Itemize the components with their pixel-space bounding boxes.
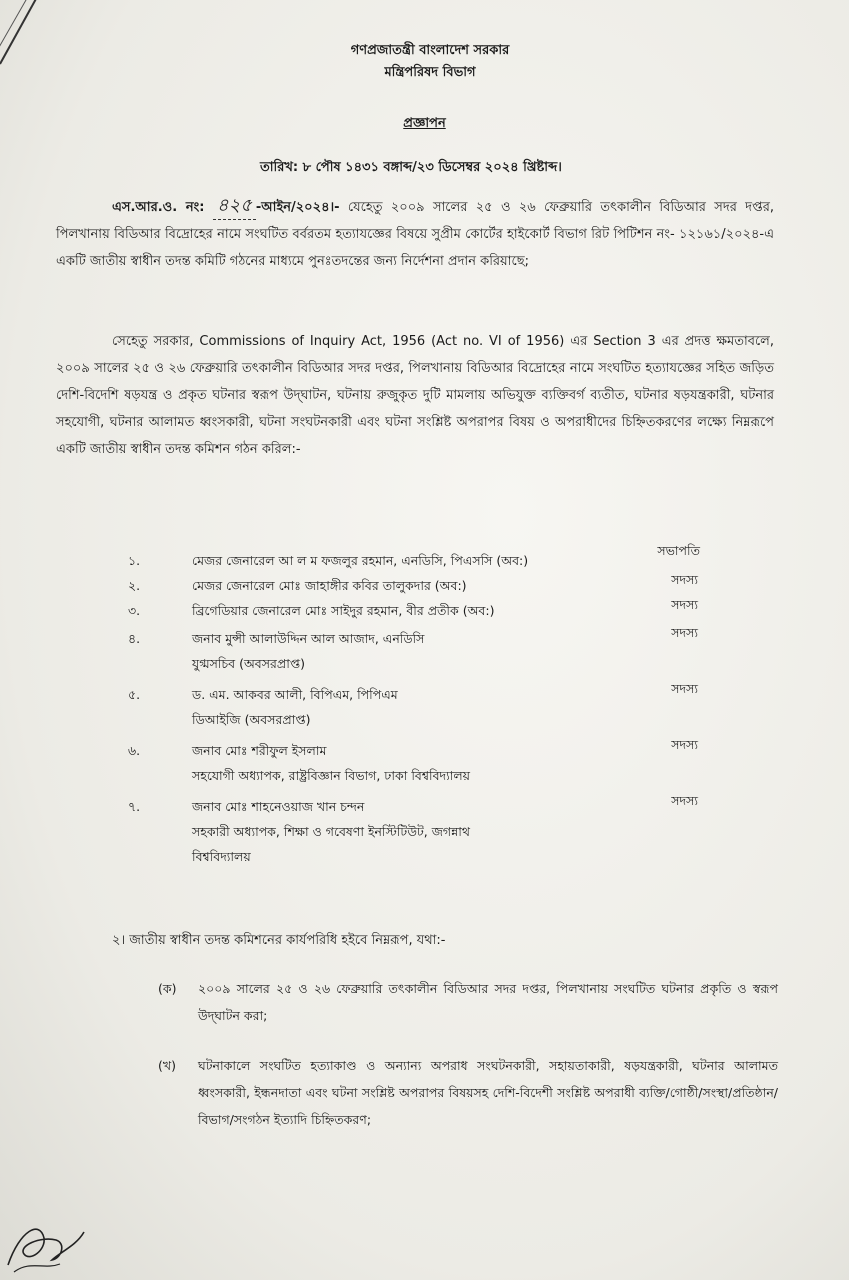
tor-clause [158, 975, 778, 1029]
clause-number: (ক) [158, 981, 177, 996]
member-designation: ডিআইজি (অবসরপ্রাপ্ত) [192, 712, 311, 727]
document-header [260, 40, 600, 84]
member-role: সদস্য [671, 737, 698, 752]
government-name: গণপ্রজাতন্ত্রী বাংলাদেশ সরকার [350, 43, 510, 58]
member-number: ২. [128, 578, 141, 593]
division-name: মন্ত্রিপরিষদ বিভাগ [384, 65, 476, 80]
tor-clause [158, 1052, 778, 1133]
member-number: ১. [128, 553, 141, 568]
notification-title-text: প্রজ্ঞাপন [403, 116, 446, 131]
notification-title [0, 114, 849, 135]
date-label: তারিখ: [260, 160, 299, 175]
member-number: ৩. [128, 603, 141, 618]
member-role: সদস্য [671, 625, 698, 640]
member-designation: যুগ্মসচিব (অবসরপ্রাপ্ত) [192, 656, 305, 671]
member-name: ড. এম. আকবর আলী, বিপিএম, পিপিএম [192, 687, 398, 702]
member-number: ৭. [128, 799, 141, 814]
member-designation-cont: বিশ্ববিদ্যালয় [192, 849, 251, 864]
member-role: সদস্য [671, 597, 698, 612]
sro-paragraph [56, 192, 774, 275]
terms-of-reference-heading: ২। জাতীয় স্বাধীন তদন্ত কমিশনের কার্যপরিধি হইবে নিম্নরূপ, যথা:- [112, 933, 446, 948]
member-number: ৫. [128, 687, 141, 702]
pen-stroke-mark [0, 0, 50, 66]
member-number: ৪. [128, 631, 141, 646]
member-item [128, 794, 718, 869]
member-item [128, 598, 718, 626]
member-item [128, 738, 718, 794]
date-line [260, 158, 562, 179]
member-designation: সহকারী অধ্যাপক, শিক্ষা ও গবেষণা ইনস্টিটিউট, জগন্নাথ [192, 824, 470, 839]
sro-prefix: এস.আর.ও. নং: [112, 200, 205, 215]
member-designation: সহযোগী অধ্যাপক, রাষ্ট্রবিজ্ঞান বিভাগ, ঢাকা বিশ্ববিদ্যালয় [192, 768, 471, 783]
member-name: ব্রিগেডিয়ার জেনারেল মোঃ সাইদুর রহমান, বীর প্রতীক (অব:) [192, 603, 495, 618]
member-name: মেজর জেনারেল মোঃ জাহাঙ্গীর কবির তালুকদার (অব:) [192, 578, 467, 593]
member-name: জনাব মুন্সী আলাউদ্দিন আল আজাদ, এনডিসি [192, 631, 425, 646]
commission-paragraph-text: সেহেতু সরকার, Commissions of Inquiry Act, 1956 (Act no. VI of 1956) এর Section 3 এর প্রদত্ত ক্ষমতাবলে, ২০০৯ সালের ২৫ ও ২৬ ফেব্রুয়ারি তৎকালীন বিডিআর সদর দপ্তর, পিলখানায় বিডিআর বিদ্রোহের নামে সংঘটিত হত্যাযজ্ঞের সহিত জড়িত দেশি-বিদেশি ষড়যন্ত্র ও প্রকৃত ঘটনার স্বরূপ উদ্‌ঘাটন, ঘটনায় রুজুকৃত দুটি মামলায় অভিযুক্ত ব্যক্তিবর্গ ব্যতীত, ঘটনার ষড়যন্ত্রকারী, ঘটনার সহযোগী, ঘটনার আলামত ধ্বংসকারী, ঘটনা সংঘটনকারী এবং ঘটনা সংশ্লিষ্ট অপরাপর বিষয় ও অপরাধীদের চিহ্নিতকরণের লক্ষ্যে নিম্নরূপে একটি জাতীয় স্বাধীন তদন্ত কমিশন গঠন করিল:- [56, 334, 774, 457]
member-item [128, 573, 718, 598]
clause-text: ২০০৯ সালের ২৫ ও ২৬ ফেব্রুয়ারি তৎকালীন বিডিআর সদর দপ্তর, পিলখানায় সংঘটিত ঘটনার প্রকৃতি ও স্বরূপ উদ্‌ঘাটন করা; [198, 981, 778, 1023]
member-list [128, 543, 718, 869]
clause-number: (খ) [158, 1058, 176, 1073]
sro-text: যেহেতু ২০০৯ সালের ২৫ ও ২৬ ফেব্রুয়ারি তৎকালীন বিডিআর সদর দপ্তর, পিলখানায় বিডিআর বিদ্রোহের নামে সংঘটিত বর্বরতম হত্যাযজ্ঞের বিষয়ে সুপ্রীম কোর্টের হাইকোর্ট বিভাগ রিট পিটিশন নং- ১২১৬১/২০২৪-এ একটি জাতীয় স্বাধীন তদন্ত কমিটি গঠনের মাধ্যমে পুনঃতদন্তের জন্য নির্দেশনা প্রদান করিয়াছে; [56, 200, 774, 269]
member-role: সদস্য [671, 572, 698, 587]
date-value: ৮ পৌষ ১৪৩১ বঙ্গাব্দ/২৩ ডিসেম্বর ২০২৪ খ্রিষ্টাব্দ। [302, 160, 562, 175]
sro-number: ৪২৫ [213, 192, 256, 220]
member-role: সভাপতি [657, 543, 700, 558]
member-role: সদস্য [671, 681, 698, 696]
member-role: সদস্য [671, 793, 698, 808]
member-item [128, 682, 718, 738]
member-name: মেজর জেনারেল আ ল ম ফজলুর রহমান, এনডিসি, পিএসসি (অব:) [192, 553, 529, 568]
handwritten-signature [0, 1210, 90, 1280]
member-item [128, 626, 718, 682]
member-name: জনাব মোঃ শাহনেওয়াজ খান চন্দন [192, 799, 365, 814]
member-number: ৬. [128, 743, 141, 758]
member-item [128, 543, 718, 573]
clause-text: ঘটনাকালে সংঘটিত হত্যাকাণ্ড ও অন্যান্য অপরাধ সংঘটনকারী, সহায়তাকারী, ষড়যন্ত্রকারী, ঘটনার আলামত ধ্বংসকারী, ইন্ধনদাতা এবং ঘটনা সংশ্লিষ্ট অপরাপর বিষয়সহ দেশি-বিদেশী সংশ্লিষ্ট অপরাধী ব্যক্তি/গোষ্ঠী/সংস্থা/প্রতিষ্ঠান/বিভাগ/সংগঠন ইত্যাদি চিহ্নিতকরণ; [198, 1058, 778, 1127]
commission-paragraph [56, 328, 774, 463]
member-name: জনাব মোঃ শরীফুল ইসলাম [192, 743, 327, 758]
sro-suffix: -আইন/২০২৪।- [255, 200, 340, 215]
